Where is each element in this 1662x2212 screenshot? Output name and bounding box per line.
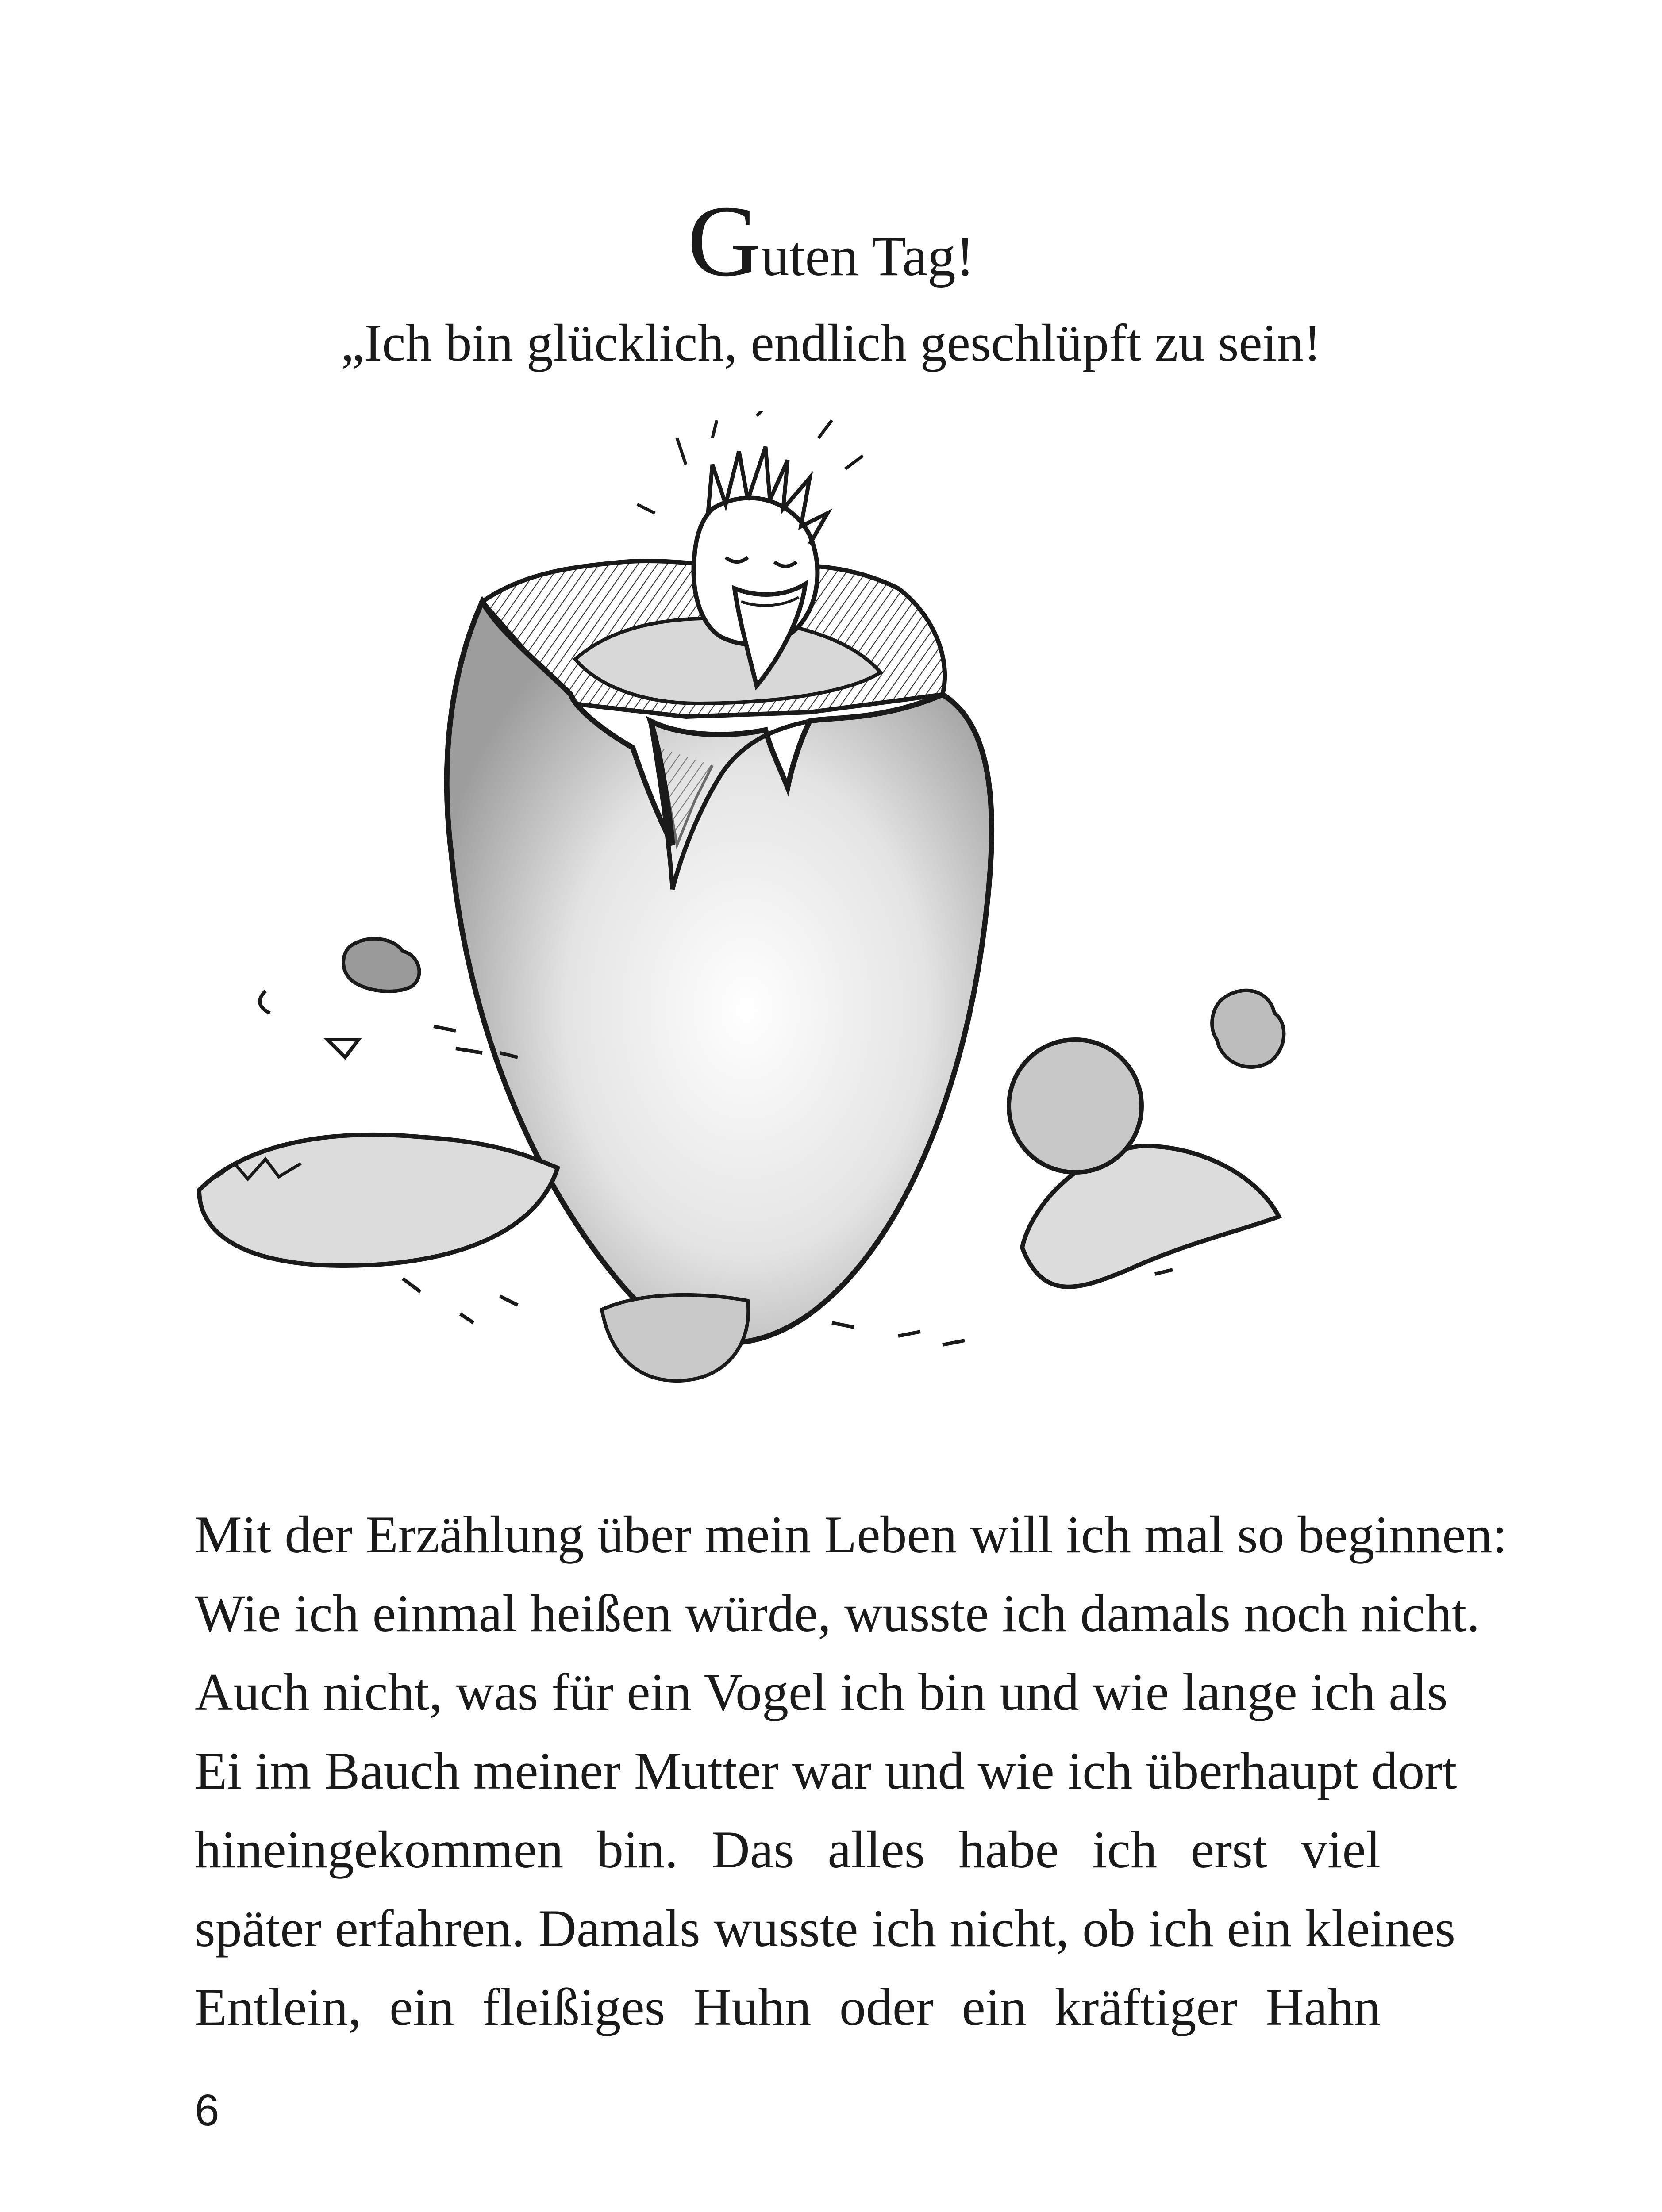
page-number: 6	[195, 2085, 219, 2135]
shell-fragment-left	[199, 1135, 558, 1266]
hatching-chick-illustration	[190, 411, 1323, 1491]
heading-initial: G	[687, 184, 761, 297]
shell-chunk-left	[343, 939, 419, 991]
story-line: Entlein, ein fleißiges Huhn oder ein kräftiger Hahn	[195, 1978, 1381, 2036]
story-text	[195, 1495, 1507, 2047]
story-line: Wie ich einmal heißen würde, wusste ich damals noch nicht.	[195, 1584, 1480, 1643]
shell-shard-front	[602, 1295, 748, 1381]
chapter-subheading: „Ich bin glücklich, endlich geschlüpft zu sein!	[341, 313, 1321, 372]
story-line: Mit der Erzählung über mein Leben will ich mal so beginnen:	[195, 1505, 1507, 1564]
pebble	[1009, 1040, 1142, 1172]
story-line: Auch nicht, was für ein Vogel ich bin und wie lange ich als	[195, 1663, 1448, 1721]
story-line: hineingekommen bin. Das alles habe ich erst viel	[195, 1820, 1381, 1879]
heading-rest: uten Tag!	[761, 225, 975, 288]
chapter-heading	[0, 184, 1662, 297]
shell-chunk	[1212, 991, 1284, 1067]
story-line: später erfahren. Damals wusste ich nicht, ob ich ein kleines	[195, 1899, 1456, 1958]
story-line: Ei im Bauch meiner Mutter war und wie ich überhaupt dort	[195, 1741, 1457, 1800]
